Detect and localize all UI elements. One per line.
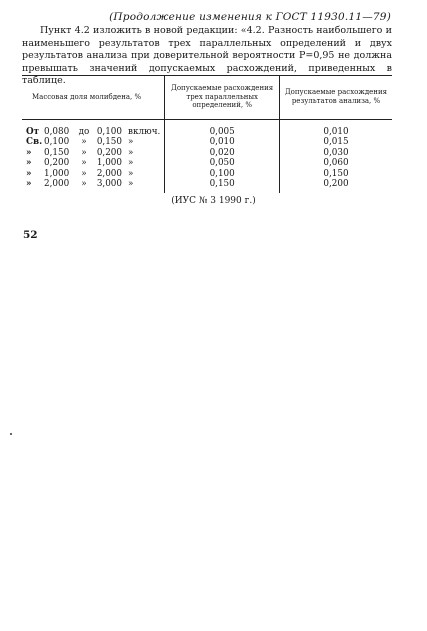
table-row: [22, 148, 392, 159]
range-prefix: От: [26, 126, 40, 137]
header-molybdenum-fraction: Массовая доля молибдена, %: [32, 92, 142, 101]
mass-fraction-range: [22, 179, 165, 193]
range-separator: »: [81, 137, 87, 147]
tolerance-table: [22, 75, 392, 193]
parallel-tolerance-value: 0,010: [165, 137, 280, 148]
range-separator: »: [81, 158, 87, 168]
mass-fraction-range: [22, 169, 165, 180]
mass-fraction-range: [22, 158, 165, 169]
table-row: [22, 169, 392, 180]
range-prefix: »: [26, 179, 32, 189]
header-parallel-tolerance: Допускаемые расхождения трех параллельных определений, %: [165, 76, 280, 120]
table-header-row: [22, 76, 392, 120]
range-to: 0,100: [96, 126, 122, 137]
result-tolerance-value: 0,010: [280, 119, 393, 137]
range-prefix: »: [26, 158, 32, 168]
range-suffix: »: [128, 168, 134, 179]
parallel-tolerance-value: 0,150: [165, 179, 280, 193]
parallel-tolerance-value: 0,050: [165, 158, 280, 169]
range-to: 1,000: [96, 158, 122, 168]
source-reference: (ИУС № 3 1990 г.): [171, 196, 256, 206]
table-row: [22, 119, 392, 137]
table-row: [22, 137, 392, 148]
range-suffix: »: [128, 179, 134, 189]
range-suffix: »: [128, 158, 134, 168]
range-to: 3,000: [96, 179, 122, 189]
range-separator: »: [81, 147, 87, 158]
amendment-text: Пункт 4.2 изложить в новой редакции: «4.2. Разность наибольшего и наименьшего результатов трех параллельных определений и двух результатов анализа при доверительной вероятности P=0,95 не должна превышать значений допускаемых расхождений, приведенных в таблице.: [22, 25, 392, 86]
range-prefix: Св.: [26, 137, 43, 147]
result-tolerance-value: 0,015: [280, 137, 393, 148]
range-suffix: »: [128, 147, 134, 158]
result-tolerance-value: 0,060: [280, 158, 393, 169]
range-separator: »: [81, 168, 87, 179]
range-separator: »: [81, 179, 87, 189]
range-to: 2,000: [96, 168, 122, 179]
range-suffix: включ.: [128, 126, 161, 137]
range-from: 0,080: [44, 126, 70, 137]
parallel-tolerance-value: 0,005: [165, 119, 280, 137]
result-tolerance-value: 0,200: [280, 179, 393, 193]
range-prefix: »: [26, 168, 32, 179]
range-suffix: »: [128, 137, 134, 147]
parallel-tolerance-value: 0,020: [165, 148, 280, 159]
range-from: 2,000: [44, 179, 70, 189]
mass-fraction-range: [22, 137, 165, 148]
range-from: 1,000: [44, 168, 70, 179]
range-separator: до: [78, 126, 90, 137]
range-from: 0,100: [44, 137, 70, 147]
table-row: [22, 179, 392, 193]
range-to: 0,200: [96, 147, 122, 158]
result-tolerance-value: 0,150: [280, 169, 393, 180]
result-tolerance-value: 0,030: [280, 148, 393, 159]
scan-speck: [10, 433, 12, 435]
mass-fraction-range: [22, 148, 165, 159]
table-row: [22, 158, 392, 169]
range-from: 0,200: [44, 158, 70, 168]
mass-fraction-range: [22, 119, 165, 137]
header-result-tolerance: Допускаемые расхождения результатов анализа, %: [280, 76, 393, 120]
running-header: (Продолжение изменения к ГОСТ 11930.11—79): [109, 11, 391, 23]
page-number: 52: [23, 229, 38, 241]
range-from: 0,150: [44, 147, 70, 158]
range-prefix: »: [26, 147, 32, 158]
range-to: 0,150: [96, 137, 122, 147]
parallel-tolerance-value: 0,100: [165, 169, 280, 180]
